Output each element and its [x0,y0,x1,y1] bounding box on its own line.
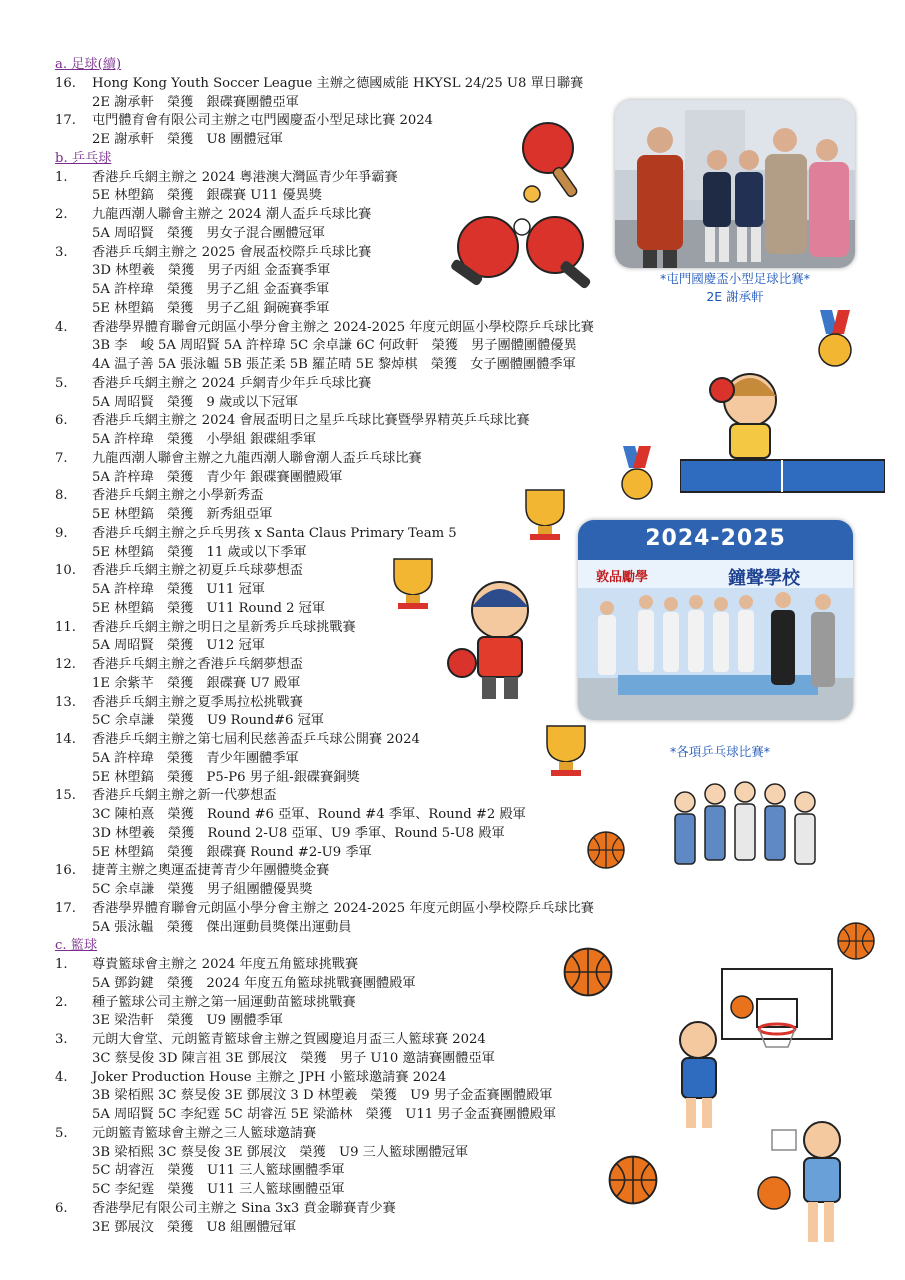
competition-title: 香港乒乓網主辦之香港乒乓網夢想盃 [92,657,303,672]
competition-title: 香港學界體育聯會元朗區小學分會主辦之 2024-2025 年度元朗區小學校際乒乓球比賽 [92,900,594,916]
basketball-icon [836,921,876,961]
table-tennis-photo [578,520,853,720]
award-line: 3C 陳柏熹 榮獲 Round #6 亞軍、Round #4 季軍、Round #2 殿軍 [92,807,526,822]
item-number: 17. [55,113,76,129]
item-number: 2. [55,994,68,1010]
item-number: 8. [55,488,68,504]
soccer-photo [615,100,855,268]
award-line: 5A 鄧鈞鍵 榮獲 2024 年度五角籃球挑戰賽團體殿軍 [92,975,416,991]
competition-title: 香港乒乓網主辦之 2024 會展盃明日之星乒乓球比賽暨學界精英乒乓球比賽 [92,413,530,429]
competition-title: 元朗大會堂、元朗籃青籃球會主辦之賀國慶追月盃三人籃球賽 2024 [92,1032,486,1047]
basketball-icon [586,830,626,870]
award-item [55,1069,735,1088]
competition-title: 種子籃球公司主辦之第一屆運動苗籃球挑戰賽 [92,994,356,1010]
award-item [55,900,735,919]
item-number: 5. [55,1125,68,1141]
award-line: 5A 周昭賢 榮獲 U12 冠軍 [92,638,265,654]
item-number: 12. [55,657,76,672]
competition-title: Hong Kong Youth Soccer League 主辦之德國威能 HKYSL 24/25 U8 單日聯賽 [92,75,584,91]
award-line: 5E 林塱鎬 榮獲 11 歲或以下季軍 [92,544,307,560]
boy-with-paddle-icon [440,575,550,705]
award-line: 2E 謝承軒 榮獲 銀碟賽團體亞軍 [92,94,299,110]
award-line: 5C 余卓謙 榮獲 男子組團體優異獎 [92,882,313,897]
competition-title: 香港乒乓網主辦之明日之星新秀乒乓球挑戰賽 [92,619,356,635]
award-line: 3B 李 峻 5A 周昭賢 5A 許梓瑋 5C 余卓謙 6C 何政軒 榮獲 男子團體團體優異 [92,338,577,354]
section-heading: c. 籃球 [55,938,98,954]
competition-title: 香港乒乓網主辦之 2024 乒網青少年乒乓球比賽 [92,375,372,391]
award-line: 3B 梁栢熙 3C 蔡旻俊 3E 鄧展汶 3 D 林塱羲 榮獲 U9 男子金盃賽團體殿軍 [92,1088,553,1104]
award-line: 5A 周昭賢 榮獲 男女子混合團體冠軍 [92,225,326,241]
item-number: 1. [55,957,68,972]
competition-title: 香港乒乓網主辦之小學新秀盃 [92,488,264,504]
item-number: 7. [55,450,68,466]
award-line: 5C 胡睿沍 榮獲 U11 三人籃球團體季軍 [92,1163,345,1179]
section-heading: a. 足球(續) [55,57,122,72]
competition-title: 九龍西潮人聯會主辦之九龍西潮人聯會潮人盃乒乓球比賽 [92,450,422,466]
award-line: 5C 李紀霆 榮獲 U11 三人籃球團體亞軍 [92,1182,345,1197]
gold-medal-icon [615,446,659,504]
award-line: 2E 謝承軒 榮獲 U8 團體冠軍 [92,132,283,147]
competition-title: 九龍西潮人聯會主辦之 2024 潮人盃乒乓球比賽 [92,207,372,222]
award-line: 5C 余卓謙 榮獲 U9 Round#6 冠軍 [92,713,324,729]
competition-title: 香港學界體育聯會元朗區小學分會主辦之 2024-2025 年度元朗區小學校際乒乓球比賽 [92,319,594,335]
competition-title: 香港乒乓網主辦之乒乓男孩 x Santa Claus Primary Team 5 [92,525,457,541]
item-number: 9. [55,525,68,541]
item-number: 1. [55,169,68,185]
award-item [55,787,735,806]
basketball-icon [562,946,614,998]
trophy-icon [533,722,599,778]
item-number: 16. [55,863,76,879]
item-number: 6. [55,413,68,429]
award-line: 5E 林塱鎬 榮獲 銀碟賽 Round #2-U9 季軍 [92,844,372,860]
item-number: 3. [55,244,68,260]
award-item [55,1125,735,1144]
students-group-icon [665,772,825,882]
award-item [55,412,735,431]
item-number: 17. [55,900,76,916]
item-number: 14. [55,732,76,747]
table-tennis-caption: *各項乒乓球比賽* [669,744,770,759]
item-number: 3. [55,1032,68,1047]
competition-title: 香港乒乓網主辦之第七屆利民慈善盃乒乓球公開賽 2024 [92,732,420,747]
item-number: 4. [55,319,68,335]
item-number: 2. [55,207,68,222]
award-line: 5E 林塱鎬 榮獲 U11 Round 2 冠軍 [92,600,326,616]
award-item [55,862,735,881]
section-heading: b. 乒乓球 [55,150,112,166]
competition-title: 屯門體育會有限公司主辦之屯門國慶盃小型足球比賽 2024 [92,113,434,129]
award-item [55,375,735,394]
competition-title: Joker Production House 主辦之 JPH 小籃球邀請賽 2024 [92,1069,447,1085]
trophy-icon [380,555,446,611]
item-number: 4. [55,1069,68,1085]
award-line: 3D 林塱羲 榮獲 男子丙組 金盃賽季軍 [92,263,331,279]
item-number: 10. [55,563,76,579]
competition-title: 香港乒乓網主辦之 2024 粵港澳大灣區青少年爭霸賽 [92,169,398,185]
item-number: 16. [55,75,76,91]
award-line: 5E 林塱鎬 榮獲 銀碟賽 U11 優異獎 [92,188,322,204]
award-line: 5A 周昭賢 榮獲 9 歲或以下冠軍 [92,394,299,410]
banner-year: 2024-2025 [645,526,786,551]
item-number: 6. [55,1200,68,1216]
soccer-caption [605,270,865,306]
item-number: 15. [55,788,76,804]
award-item [55,75,735,94]
item-number: 5. [55,375,68,391]
award-line: 5E 林塱鎬 榮獲 P5-P6 男子組-銀碟賽銅獎 [92,769,360,785]
award-line: 5A 周昭賢 5C 李紀霆 5C 胡睿沍 5E 梁澔林 榮獲 U11 男子金盃賽團體殿軍 [92,1107,557,1122]
award-item [55,956,735,975]
award-line: 3E 梁浩軒 榮獲 U9 團體季軍 [92,1013,283,1029]
award-line: 5E 林塱鎬 榮獲 新秀組亞軍 [92,507,273,522]
award-line: 3C 蔡旻俊 3D 陳言祖 3E 鄧展汶 榮獲 男子 U10 邀請賽團體亞軍 [92,1050,495,1066]
award-line: 3E 鄧展汶 榮獲 U8 組團體冠軍 [92,1219,297,1235]
trophy-icon [512,486,578,542]
school-name-sign: 鐘聲學校 [728,568,800,589]
award-line: 5A 許梓瑋 榮獲 小學組 銀碟組季軍 [92,432,317,447]
school-motto-sign: 敦品勵學 [596,570,649,585]
award-line: 5A 張泳韞 榮獲 傑出運動員獎傑出運動員 [92,919,352,935]
award-line: 3D 林塱羲 榮獲 Round 2-U8 亞軍、U9 季軍、Round 5-U8 殿軍 [92,825,505,841]
soccer-caption-line1: *屯門國慶盃小型足球比賽* [659,271,810,286]
competition-title: 香港乒乓網主辦之新一代夢想盃 [92,788,277,804]
ping-pong-paddles-icon [440,205,600,305]
award-line: 5A 許梓瑋 榮獲 青少年 銀碟賽團體殿軍 [92,469,343,485]
ping-pong-paddle-icon [518,118,590,208]
competition-title: 香港乒乓網主辦之 2025 會展盃校際乒乓球比賽 [92,244,372,260]
competition-title: 捷菁主辦之奧運盃捷菁青少年團體獎金賽 [92,863,330,879]
competition-title: 香港學尼有限公司主辦之 Sina 3x3 賁金聯賽青少賽 [92,1200,396,1216]
item-number: 11. [55,619,76,635]
soccer-caption-line2: 2E 謝承軒 [706,289,764,304]
basketball-hoop-players-icon [662,965,862,1255]
award-line: 5A 許梓瑋 榮獲 U11 冠軍 [92,582,265,597]
award-line: 5A 許梓瑋 榮獲 青少年團體季軍 [92,750,299,766]
award-item [55,319,735,338]
award-line: 4A 温子善 5A 張泳韞 5B 張芷柔 5B 羅芷晴 5E 黎焯棋 榮獲 女子團體團體季軍 [92,357,576,372]
award-item [55,1031,735,1050]
competition-title: 香港乒乓網主辦之初夏乒乓球夢想盃 [92,563,303,579]
award-item [55,994,735,1013]
competition-title: 香港乒乓網主辦之夏季馬拉松挑戰賽 [92,694,303,710]
award-line: 5A 許梓瑋 榮獲 男子乙組 金盃賽季軍 [92,282,330,297]
item-number: 13. [55,694,76,710]
award-line: 5E 林塱鎬 榮獲 男子乙組 銅碗賽季軍 [92,300,330,316]
basketball-icon [607,1154,659,1206]
boy-playing-table-tennis-icon [680,360,885,500]
award-line: 3B 梁栢熙 3C 蔡旻俊 3E 鄧展汶 榮獲 U9 三人籃球團體冠軍 [92,1144,469,1160]
competition-title: 尊貴籃球會主辦之 2024 年度五角籃球挑戰賽 [92,957,359,972]
competition-title: 元朗籃青籃球會主辦之三人籃球邀請賽 [92,1125,317,1141]
award-line: 1E 余紫芊 榮獲 銀碟賽 U7 殿軍 [92,675,301,691]
